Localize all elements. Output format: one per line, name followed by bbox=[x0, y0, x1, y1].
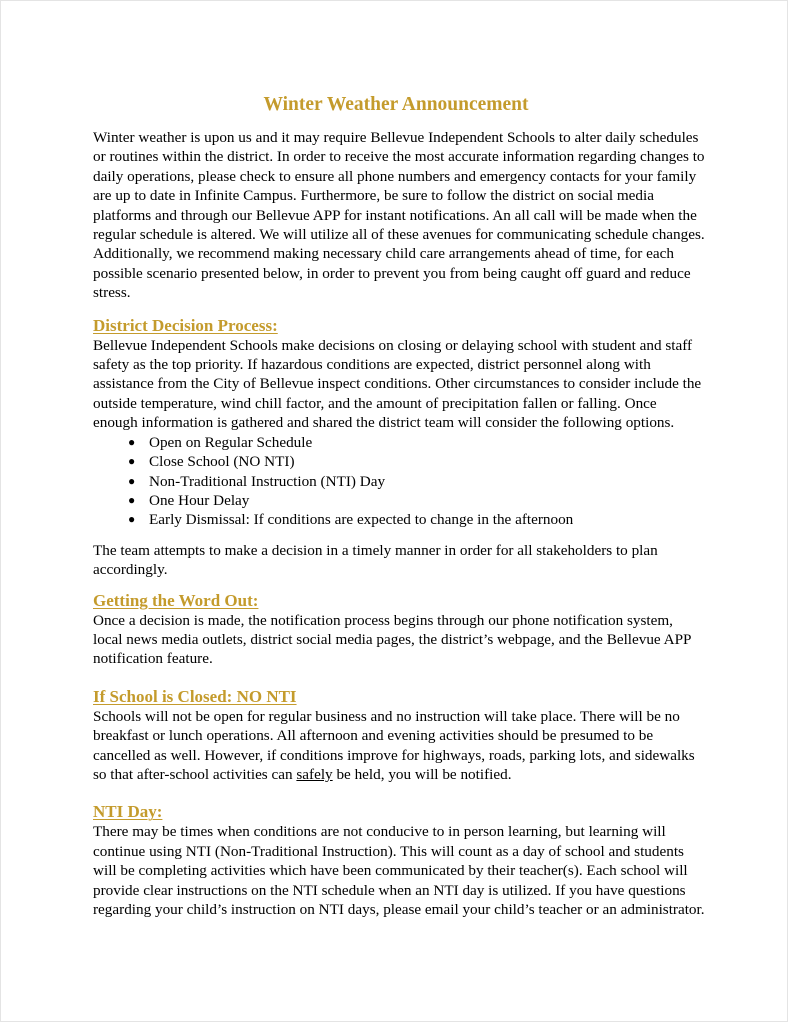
list-item bbox=[93, 491, 705, 510]
safely-emphasis: safely bbox=[296, 765, 333, 783]
option-label: Close School (NO NTI) bbox=[149, 453, 295, 471]
district-decision-paragraph: Bellevue Independent Schools make decisions on closing or delaying school with student and staff safety as the top priority. If hazardous conditions are expected, district personnel along with assistance from the City of Bellevue inspect conditions. Other circumstances to consider include the outside temperature, wind chill factor, and the amount of precipitation fallen or falling. Once enough information is gathered and shared the district team will consider the following options. bbox=[93, 336, 702, 432]
bullet-icon: ● bbox=[128, 434, 136, 449]
school-closed-text-start: Schools will not be open for regular business and no instruction will take place. There will be no breakfast or lunch operations. All afternoon and evening activities should be presumed to be cancelled as well. However, if conditions improve for highways, roads, parking lots, and sidewalks so that after-school activities can bbox=[93, 707, 695, 783]
list-item bbox=[93, 433, 705, 452]
list-item bbox=[93, 452, 705, 471]
nti-day-paragraph: There may be times when conditions are not conducive to in person learning, but learning will continue using NTI (Non-Traditional Instruction). This will count as a day of school and students will be completing activities which have been communicated by their teacher(s). Each school will provide clear instructions on the NTI schedule when an NTI day is utilized. If you have questions regarding your child’s instruction on NTI days, please email your child’s teacher or an administrator. bbox=[93, 823, 705, 918]
option-label: One Hour Delay bbox=[149, 491, 250, 509]
bullet-icon: ● bbox=[128, 454, 136, 469]
school-closed-text-end: be held, you will be notified. bbox=[332, 765, 512, 783]
document-content bbox=[93, 93, 705, 919]
bullet-icon: ● bbox=[128, 473, 136, 488]
school-closed-heading: If School is Closed: NO NTI bbox=[93, 686, 297, 706]
option-label: Early Dismissal: If conditions are expected to change in the afternoon bbox=[149, 511, 574, 529]
school-closed-paragraph bbox=[93, 707, 705, 785]
bullet-icon: ● bbox=[128, 512, 136, 527]
district-decision-heading: District Decision Process: bbox=[93, 315, 278, 335]
bullet-icon: ● bbox=[128, 492, 136, 507]
list-item bbox=[93, 472, 705, 491]
option-label: Non-Traditional Instruction (NTI) Day bbox=[149, 472, 386, 490]
decision-closing-paragraph: The team attempts to make a decision in a timely manner in order for all stakeholders to plan accordingly. bbox=[93, 541, 658, 579]
word-out-heading: Getting the Word Out: bbox=[93, 590, 259, 610]
intro-paragraph: Winter weather is upon us and it may require Bellevue Independent Schools to alter daily schedules or routines within the district. In order to receive the most accurate information regarding changes to daily operations, please check to ensure all phone numbers and emergency contacts for your family are up to date in Infinite Campus. Furthermore, be sure to follow the district on social media platforms and through our Bellevue APP for instant notifications. An all call will be made when the regular schedule is altered. We will utilize all of these avenues for communicating schedule changes. Additionally, we recommend making necessary child care arrangements ahead of time, for each possible scenario presented below, in order to prevent you from being caught off guard and reduce stress. bbox=[93, 129, 705, 302]
list-item bbox=[93, 510, 705, 529]
word-out-paragraph: Once a decision is made, the notification process begins through our phone notification system, local news media outlets, district social media pages, the district’s webpage, and the Bellevue APP notification feature. bbox=[93, 611, 691, 668]
nti-day-heading: NTI Day: bbox=[93, 802, 163, 822]
document-title: Winter Weather Announcement bbox=[263, 94, 529, 115]
option-label: Open on Regular Schedule bbox=[149, 433, 313, 451]
decision-options-list bbox=[93, 433, 705, 530]
